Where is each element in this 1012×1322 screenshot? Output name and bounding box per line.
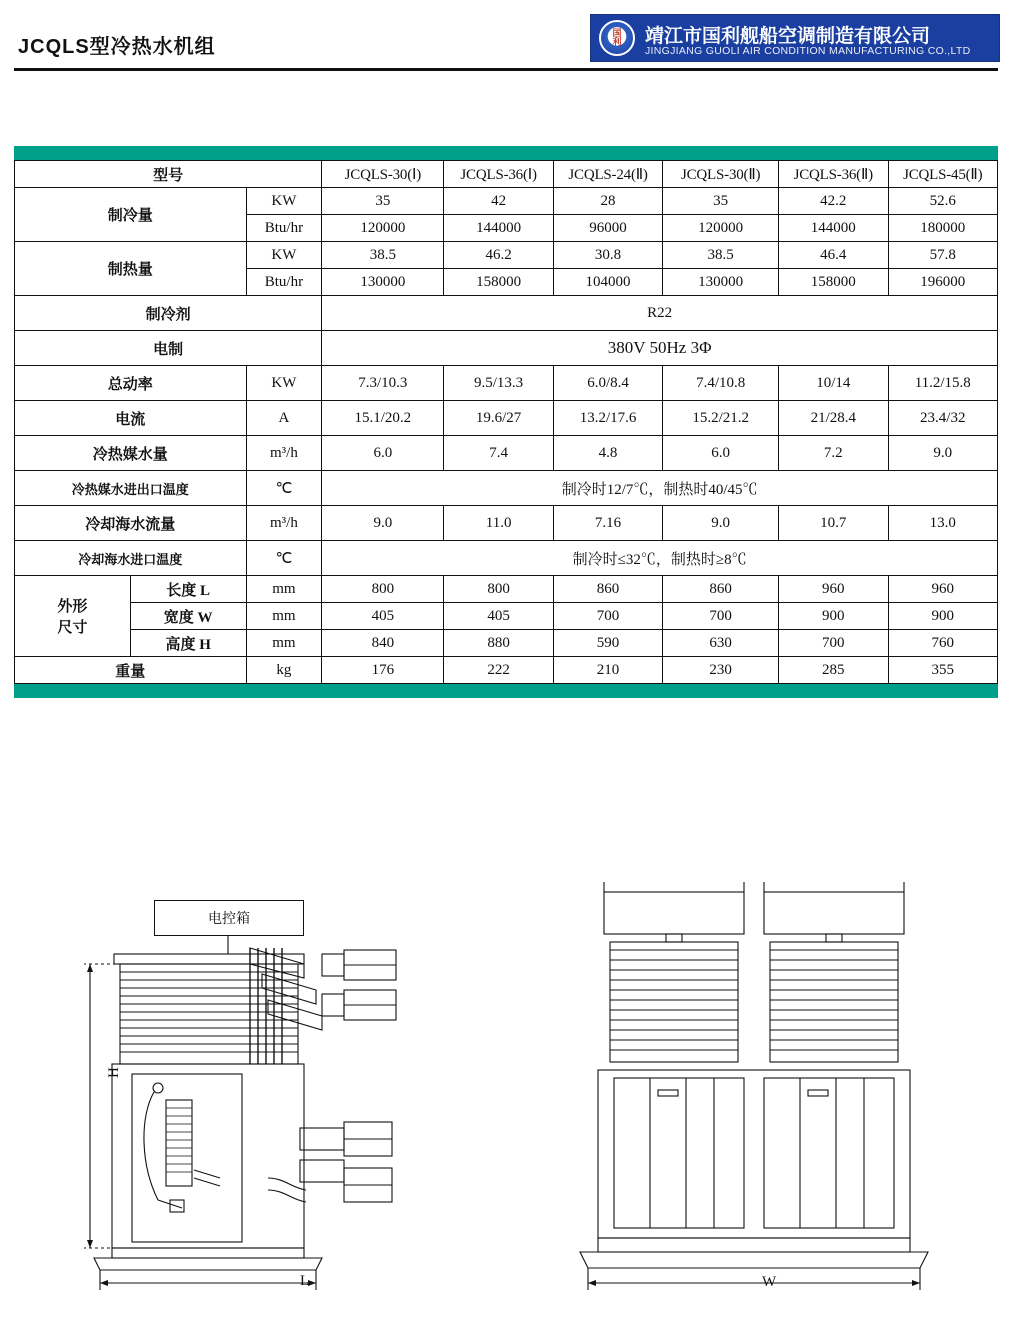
technical-drawings-section [14,878,998,1308]
cell-seawater-flow-2: 7.16 [553,506,662,541]
cell-width-4: 900 [779,603,888,630]
unit-seawater-flow: m³/h [246,506,322,541]
table-row [15,603,998,630]
table-row [15,161,998,188]
cell-water-temp-value: 制冷时12/7℃，制热时40/45℃ [322,471,998,506]
cell-weight-0: 176 [322,657,444,684]
cell-heating-btu-4: 158000 [779,269,888,296]
cell-heating-kw-1: 46.2 [444,242,553,269]
company-emblem-text: 国利 [612,28,622,47]
cell-seawater-flow-4: 10.7 [779,506,888,541]
cell-cooling-kw-4: 42.2 [779,188,888,215]
table-row [15,471,998,506]
page-header [0,0,1012,72]
cell-width-2: 700 [553,603,662,630]
cell-width-0: 405 [322,603,444,630]
row-label-weight: 重量 [15,657,247,684]
model-header-1: JCQLS-36(Ⅰ) [444,161,553,188]
unit-water-flow: m³/h [246,436,322,471]
cell-heating-kw-4: 46.4 [779,242,888,269]
cell-heating-kw-0: 38.5 [322,242,444,269]
front-view-svg [554,878,974,1308]
cell-weight-4: 285 [779,657,888,684]
cell-weight-3: 230 [663,657,779,684]
dimension-label-w: W [762,1274,777,1290]
cell-cooling-kw-3: 35 [663,188,779,215]
dim-name-length: 长度 L [130,576,246,603]
table-row [15,401,998,436]
unit-weight: kg [246,657,322,684]
cell-cooling-btu-0: 120000 [322,215,444,242]
model-header-2: JCQLS-24(Ⅱ) [553,161,662,188]
model-header-5: JCQLS-45(Ⅱ) [888,161,998,188]
cell-cooling-kw-1: 42 [444,188,553,215]
dim-name-width: 宽度 W [130,603,246,630]
cell-heating-btu-2: 104000 [553,269,662,296]
table-row [15,657,998,684]
cell-total-power-5: 11.2/15.8 [888,366,998,401]
cell-water-flow-0: 6.0 [322,436,444,471]
table-row [15,242,998,269]
dimension-label-l: L [300,1273,310,1289]
company-logo-banner [590,14,1000,62]
cell-seawater-flow-5: 13.0 [888,506,998,541]
cell-length-4: 960 [779,576,888,603]
cell-height-3: 630 [663,630,779,657]
cell-water-flow-4: 7.2 [779,436,888,471]
cell-heating-btu-5: 196000 [888,269,998,296]
cell-heating-btu-0: 130000 [322,269,444,296]
cell-water-flow-3: 6.0 [663,436,779,471]
company-emblem-icon [599,20,635,56]
page-title: JCQLS型冷热水机组 [18,36,216,58]
cell-cooling-kw-2: 28 [553,188,662,215]
cell-water-flow-5: 9.0 [888,436,998,471]
unit-height: mm [246,630,322,657]
row-label-model: 型号 [15,161,322,188]
cell-height-1: 880 [444,630,553,657]
cell-cooling-btu-1: 144000 [444,215,553,242]
unit-seawater-temp: ℃ [246,541,322,576]
cell-cooling-btu-3: 120000 [663,215,779,242]
row-label-water-temp: 冷热媒水进出口温度 [15,471,247,506]
unit-width: mm [246,603,322,630]
cell-current-1: 19.6/27 [444,401,553,436]
cell-weight-2: 210 [553,657,662,684]
table-row [15,331,998,366]
dimension-label-h: H [106,1067,122,1078]
cell-water-flow-2: 4.8 [553,436,662,471]
cell-height-4: 700 [779,630,888,657]
cell-length-1: 800 [444,576,553,603]
cell-length-5: 960 [888,576,998,603]
row-label-refrigerant: 制冷剂 [15,296,322,331]
cell-seawater-flow-1: 11.0 [444,506,553,541]
cell-weight-5: 355 [888,657,998,684]
row-label-seawater-temp: 冷却海水进口温度 [15,541,247,576]
cell-total-power-1: 9.5/13.3 [444,366,553,401]
table-row [15,506,998,541]
cell-length-3: 860 [663,576,779,603]
electric-control-box-label: 电控箱 [154,900,304,936]
cell-cooling-btu-5: 180000 [888,215,998,242]
dimensions-label-line1: 外形 [57,599,88,615]
cell-current-2: 13.2/17.6 [553,401,662,436]
cell-refrigerant-value: R22 [322,296,998,331]
row-label-total-power: 总动率 [15,366,247,401]
table-row [15,541,998,576]
cell-heating-btu-3: 130000 [663,269,779,296]
model-header-0: JCQLS-30(Ⅰ) [322,161,444,188]
cell-cooling-kw-5: 52.6 [888,188,998,215]
unit-length: mm [246,576,322,603]
unit-total-power: KW [246,366,322,401]
table-row [15,630,998,657]
cell-cooling-btu-2: 96000 [553,215,662,242]
row-label-seawater-flow: 冷却海水流量 [15,506,247,541]
company-name-en: JINGJIANG GUOLI AIR CONDITION MANUFACTURING CO.,LTD [645,45,971,57]
specification-table [14,160,998,684]
cell-total-power-0: 7.3/10.3 [322,366,444,401]
cell-heating-kw-5: 57.8 [888,242,998,269]
row-label-heating-capacity: 制热量 [15,242,247,296]
cell-cooling-kw-0: 35 [322,188,444,215]
cell-heating-btu-1: 158000 [444,269,553,296]
dim-name-height: 高度 H [130,630,246,657]
drawing-side-view [54,878,484,1308]
cell-weight-1: 222 [444,657,553,684]
cell-total-power-4: 10/14 [779,366,888,401]
dimensions-label-line2: 尺寸 [57,620,88,636]
cell-height-0: 840 [322,630,444,657]
cell-cooling-btu-4: 144000 [779,215,888,242]
row-label-power-supply: 电制 [15,331,322,366]
unit-water-temp: ℃ [246,471,322,506]
row-label-current: 电流 [15,401,247,436]
model-header-3: JCQLS-30(Ⅱ) [663,161,779,188]
table-row [15,188,998,215]
table-row [15,296,998,331]
table-band-bottom [14,684,998,698]
unit-heating-kw: KW [246,242,322,269]
unit-current: A [246,401,322,436]
table-band-top [14,146,998,160]
table-row [15,436,998,471]
cell-seawater-temp-value: 制冷时≤32℃，制热时≥8℃ [322,541,998,576]
cell-width-3: 700 [663,603,779,630]
cell-current-0: 15.1/20.2 [322,401,444,436]
cell-heating-kw-2: 30.8 [553,242,662,269]
cell-seawater-flow-3: 9.0 [663,506,779,541]
cell-current-5: 23.4/32 [888,401,998,436]
cell-height-2: 590 [553,630,662,657]
table-row [15,576,998,603]
cell-length-2: 860 [553,576,662,603]
cell-height-5: 760 [888,630,998,657]
model-header-4: JCQLS-36(Ⅱ) [779,161,888,188]
unit-cooling-kw: KW [246,188,322,215]
unit-cooling-btu: Btu/hr [246,215,322,242]
unit-heating-btu: Btu/hr [246,269,322,296]
cell-width-1: 405 [444,603,553,630]
table-row [15,366,998,401]
header-divider [14,68,998,71]
side-view-svg [54,878,484,1308]
cell-width-5: 900 [888,603,998,630]
company-name-cn: 靖江市国利舰船空调制造有限公司 [645,25,931,47]
drawing-front-view [554,878,974,1308]
cell-power-supply-value: 380V 50Hz 3Φ [322,331,998,366]
cell-current-4: 21/28.4 [779,401,888,436]
row-label-dimensions [15,576,131,657]
row-label-cooling-capacity: 制冷量 [15,188,247,242]
row-label-water-flow: 冷热媒水量 [15,436,247,471]
cell-heating-kw-3: 38.5 [663,242,779,269]
cell-length-0: 800 [322,576,444,603]
cell-total-power-2: 6.0/8.4 [553,366,662,401]
cell-water-flow-1: 7.4 [444,436,553,471]
spec-table-section [14,146,998,698]
cell-current-3: 15.2/21.2 [663,401,779,436]
cell-seawater-flow-0: 9.0 [322,506,444,541]
cell-total-power-3: 7.4/10.8 [663,366,779,401]
